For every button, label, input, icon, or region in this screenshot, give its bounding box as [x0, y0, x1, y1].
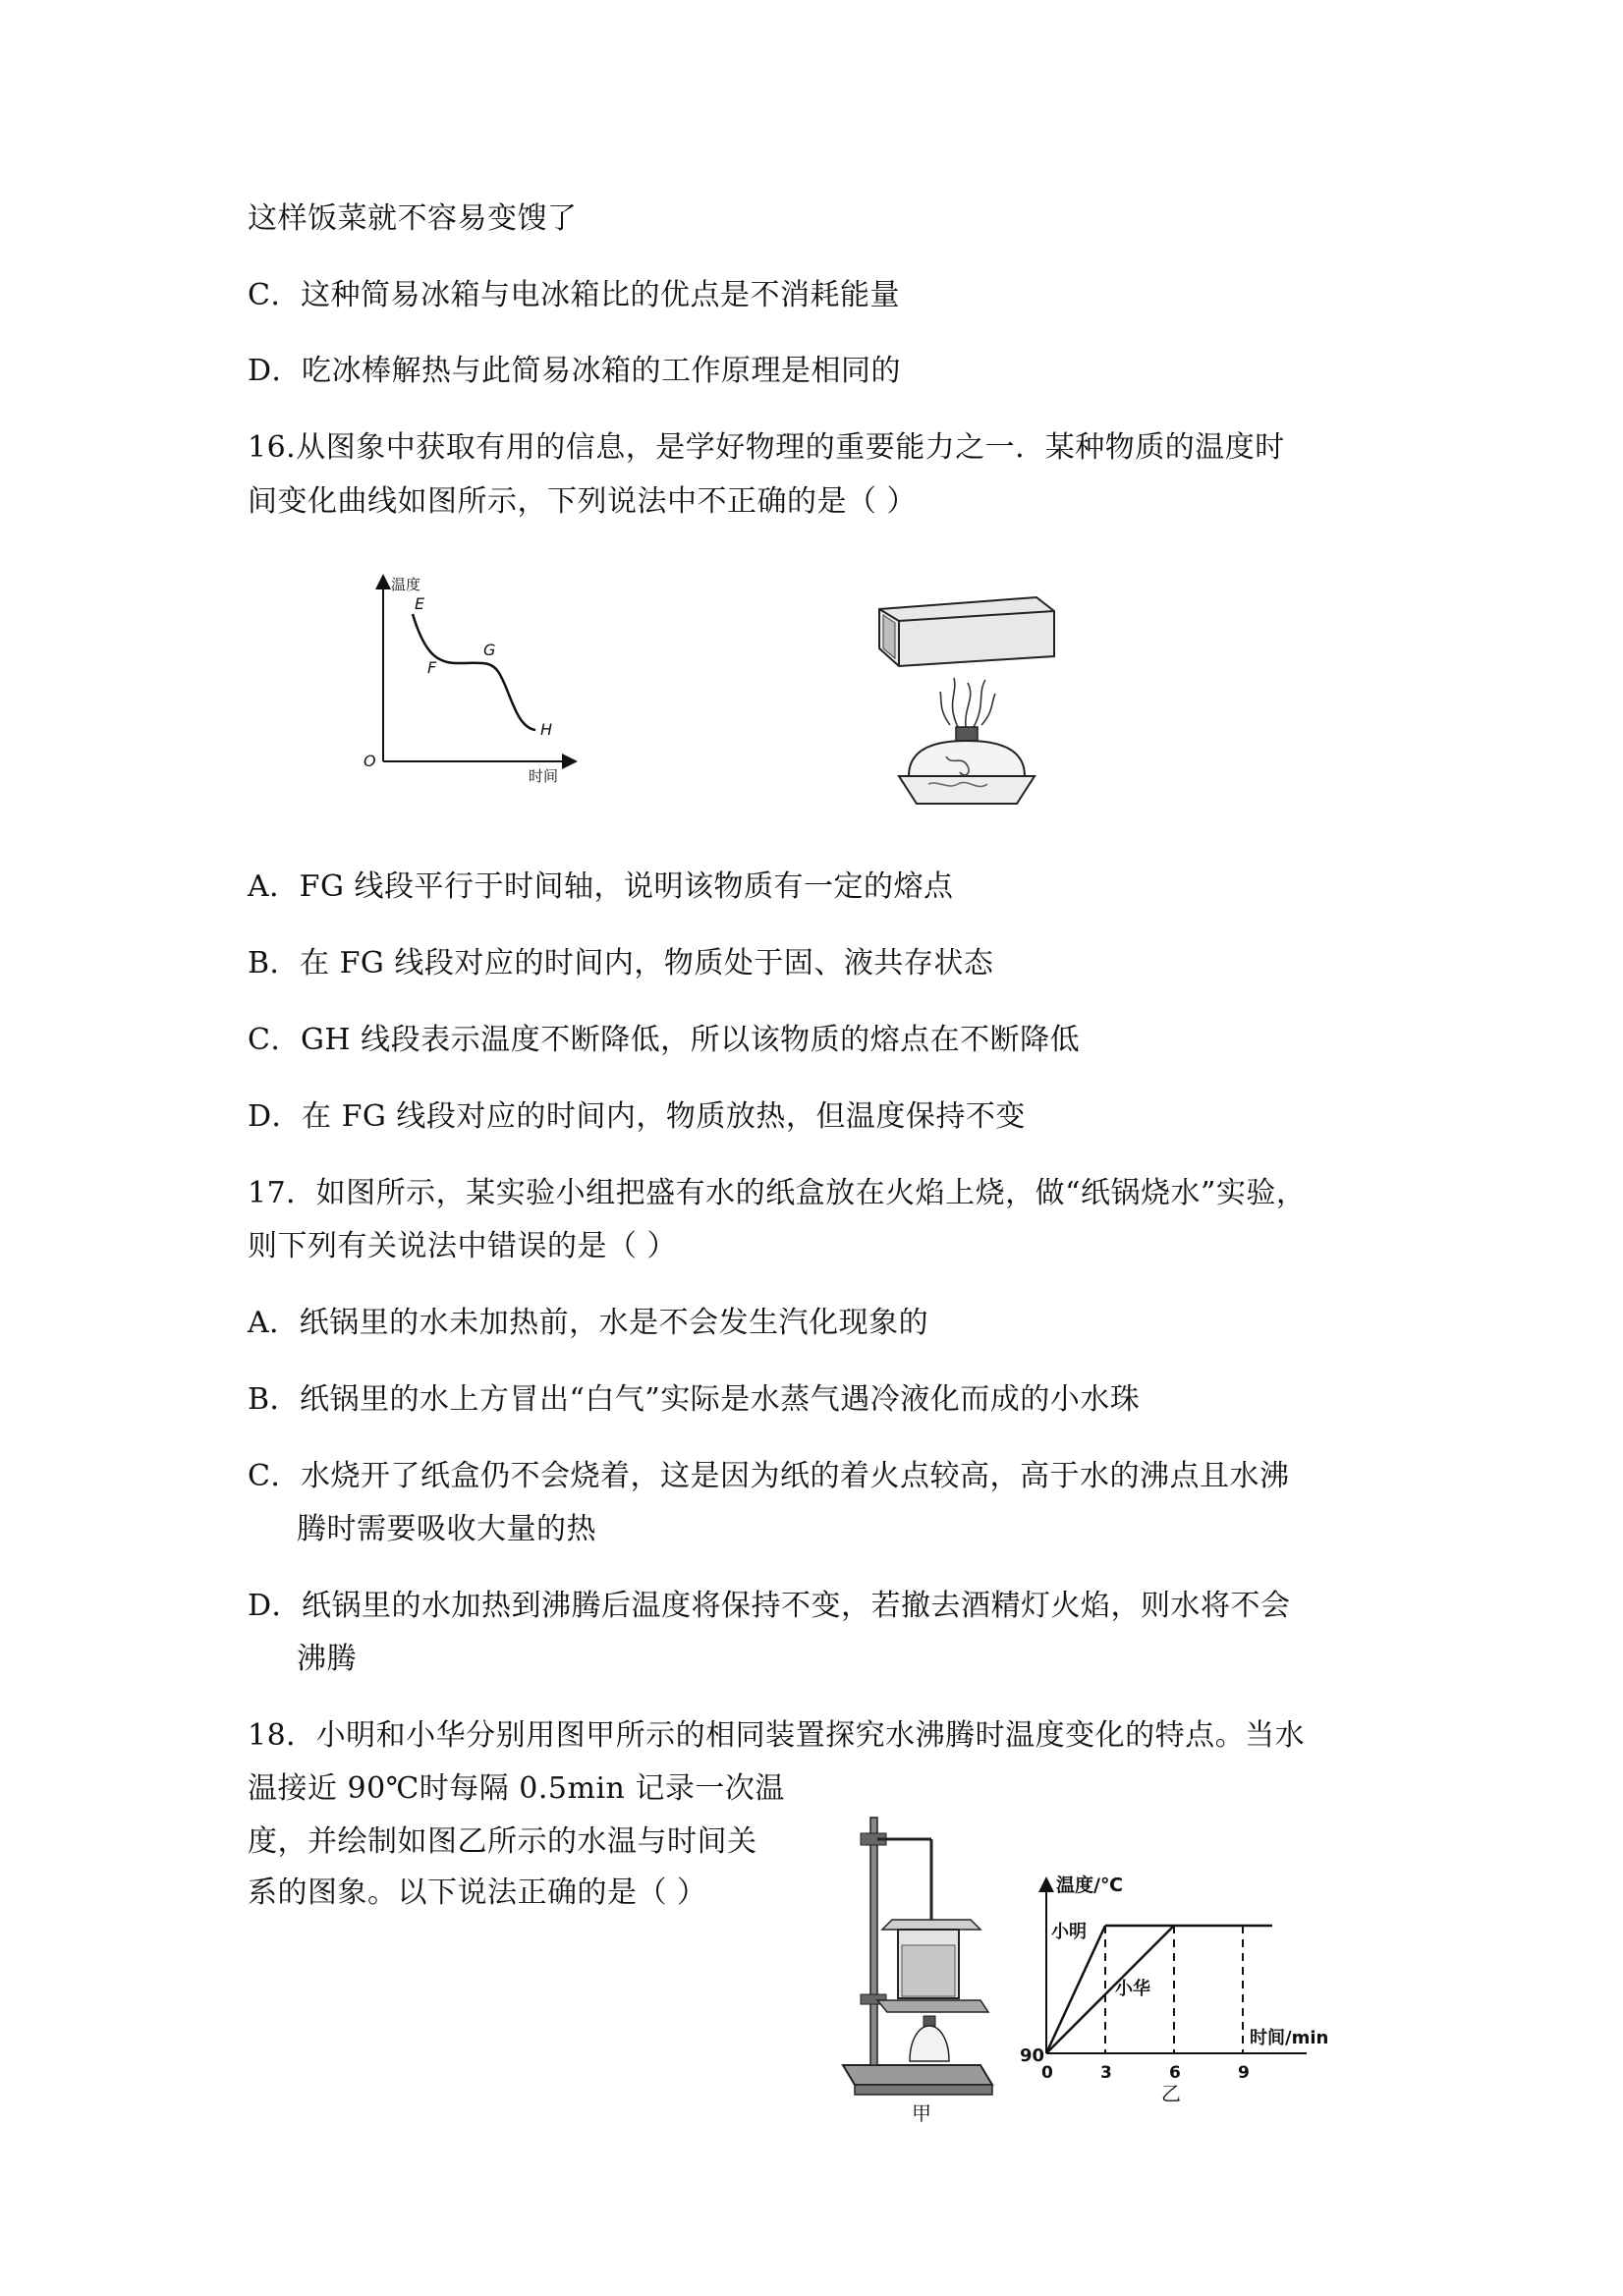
question-18-stem-2: 温接近 90℃时每隔 0.5min 记录一次温	[248, 1771, 785, 1806]
fig16-x-label: 时间	[529, 767, 559, 785]
q16-option-c: C．GH 线段表示温度不断降低，所以该物质的熔点在不断降低	[248, 1023, 1081, 1057]
point-e: E	[415, 594, 425, 613]
q16-option-a: A．FG 线段平行于时间轴，说明该物质有一定的熔点	[248, 869, 954, 904]
question-16-stem: 16.从图象中获取有用的信息，是学好物理的重要能力之一．某种物质的温度时	[248, 430, 1285, 465]
tick-9: 9	[1238, 2063, 1250, 2083]
question-17-stem-2: 则下列有关说法中错误的是（ ）	[248, 1229, 678, 1263]
option-d: D．吃冰棒解热与此简易冰箱的工作原理是相同的	[248, 354, 902, 388]
q16-option-b: B．在 FG 线段对应的时间内，物质处于固、液共存状态	[248, 946, 994, 980]
q17-option-d-cont: 沸腾	[297, 1642, 357, 1676]
series-xiaoming-line	[1046, 1926, 1105, 2053]
question-18-stem-3: 度，并绘制如图乙所示的水温与时间关	[248, 1824, 757, 1859]
series-xiaohua-line	[1046, 1926, 1174, 2053]
tick-3: 3	[1100, 2063, 1112, 2083]
graph-x-label: 时间/min	[1250, 2028, 1329, 2048]
question-16-stem-2: 间变化曲线如图所示，下列说法中不正确的是（ ）	[248, 484, 918, 519]
boiling-apparatus-figure	[833, 1798, 1000, 2122]
graph-y-start: 90	[1020, 2045, 1045, 2066]
q17-option-d: D．纸锅里的水加热到沸腾后温度将保持不变，若撤去酒精灯火焰，则水将不会	[248, 1589, 1291, 1623]
point-f: F	[427, 658, 437, 677]
question-18-stem: 18．小明和小华分别用图甲所示的相同装置探究水沸腾时温度变化的特点。当水	[248, 1718, 1306, 1753]
boiling-graph-figure	[1012, 1867, 1366, 2102]
option-c: C．这种简易冰箱与电冰箱比的优点是不消耗能量	[248, 278, 900, 312]
point-h: H	[540, 720, 553, 739]
question-17-stem: 17．如图所示，某实验小组把盛有水的纸盒放在火焰上烧，做“纸锅烧水”实验，	[248, 1176, 1307, 1210]
series-xiaohua-label: 小华	[1115, 1979, 1150, 1999]
graph-y-label: 温度/℃	[1056, 1875, 1123, 1896]
tick-0: 0	[1041, 2063, 1053, 2083]
tick-6: 6	[1169, 2063, 1181, 2083]
fig16-y-label: 温度	[391, 576, 421, 593]
fig16-origin: O	[364, 752, 376, 770]
q16-option-d: D．在 FG 线段对应的时间内，物质放热，但温度保持不变	[248, 1099, 1026, 1134]
series-xiaoming-label: 小明	[1051, 1922, 1087, 1942]
q17-option-c: C．水烧开了纸盒仍不会烧着，这是因为纸的着火点较高，高于水的沸点且水沸	[248, 1459, 1290, 1493]
paper-pot-figure	[869, 589, 1061, 815]
q17-option-c-cont: 腾时需要吸收大量的热	[297, 1512, 596, 1546]
graph-caption: 乙	[1161, 2082, 1181, 2102]
q17-option-b: B．纸锅里的水上方冒出“白气”实际是水蒸气遇冷液化而成的小水珠	[248, 1382, 1141, 1417]
question-18-stem-4: 系的图象。以下说法正确的是（ ）	[248, 1876, 707, 1910]
text-line: 这样饭菜就不容易变馊了	[248, 201, 578, 236]
cooling-curve-figure	[354, 570, 589, 791]
point-g: G	[483, 641, 496, 659]
q17-option-a: A．纸锅里的水未加热前，水是不会发生汽化现象的	[248, 1306, 929, 1340]
apparatus-caption: 甲	[912, 2101, 931, 2122]
